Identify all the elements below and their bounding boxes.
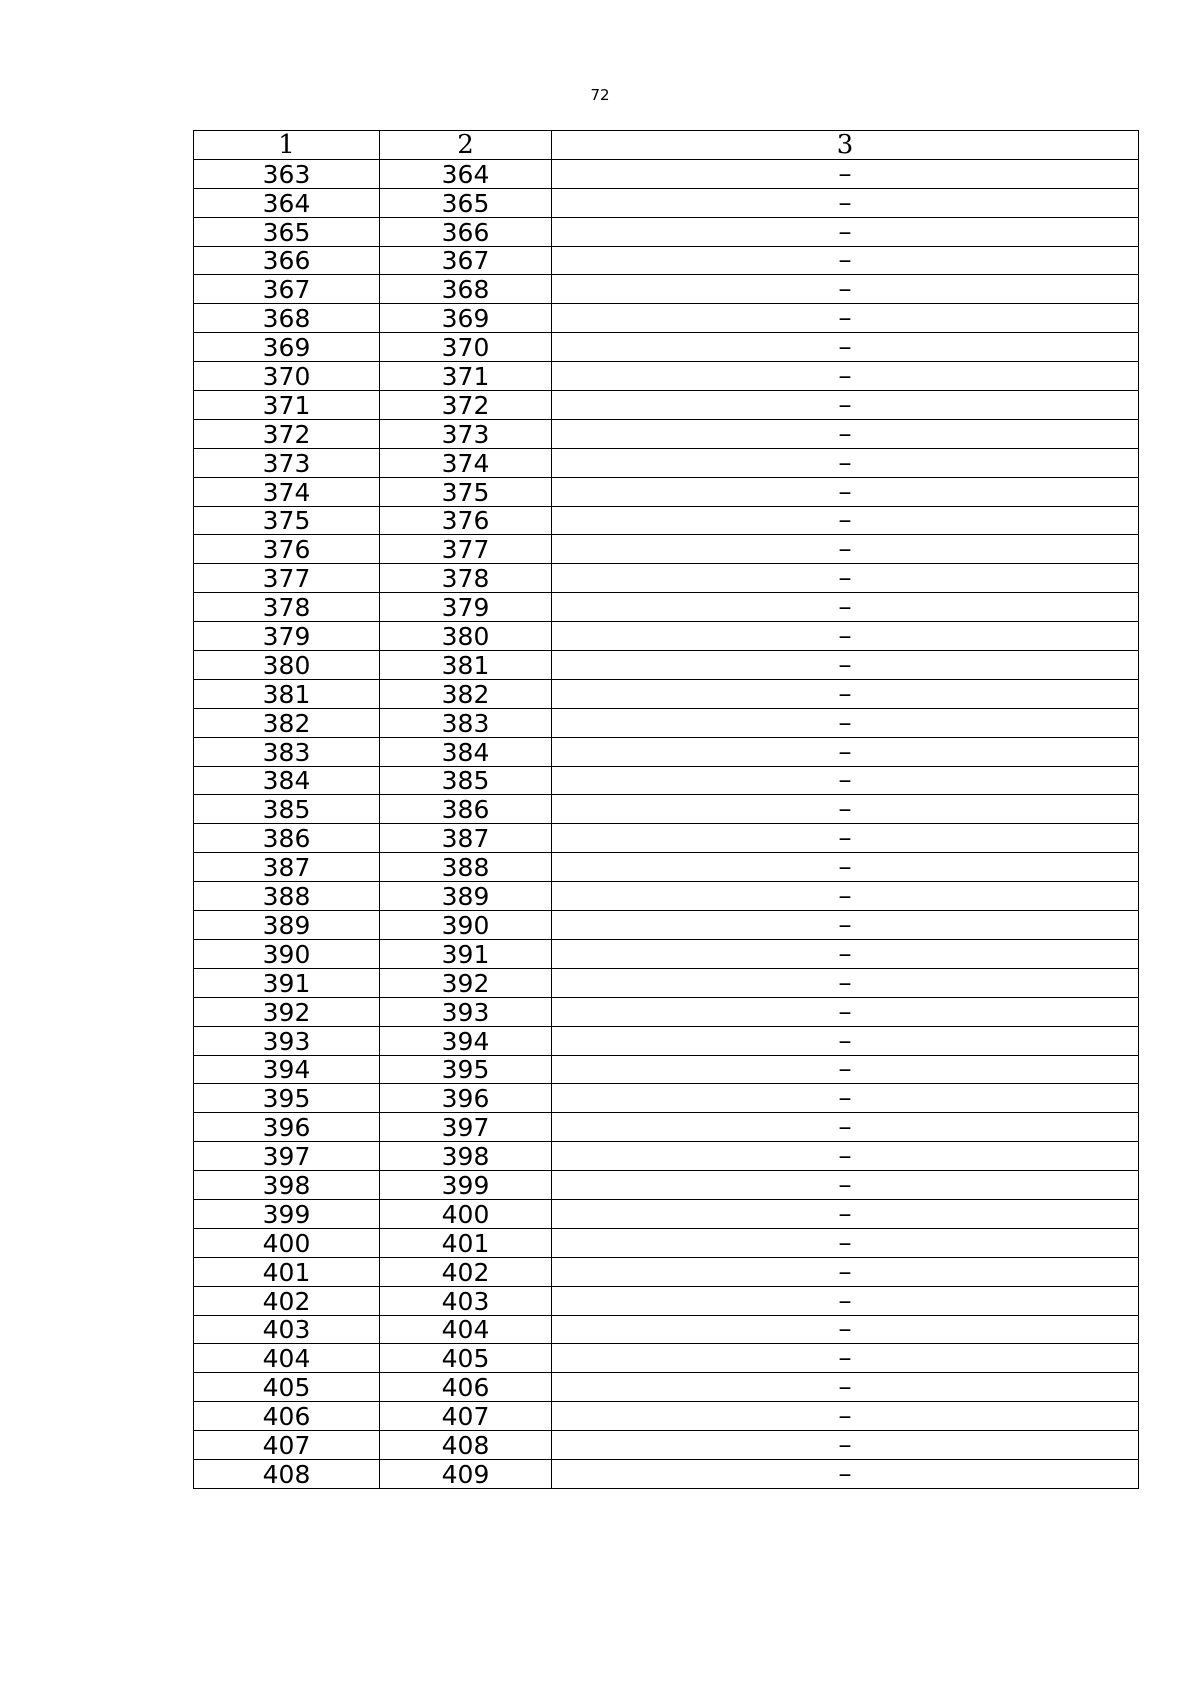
- table-row: [194, 477, 1139, 506]
- table-cell-col-1: 389: [194, 911, 380, 940]
- table-cell-col-1: 377: [194, 564, 380, 593]
- table-cell-col-3: –: [552, 333, 1139, 362]
- table-cell-col-3: –: [552, 1142, 1139, 1171]
- table-cell-col-2: 372: [380, 391, 552, 420]
- table-body: [194, 159, 1139, 1488]
- table-row: [194, 506, 1139, 535]
- table-cell-col-2: 409: [380, 1459, 552, 1488]
- table-cell-col-1: 395: [194, 1084, 380, 1113]
- table-cell-col-1: 372: [194, 419, 380, 448]
- table-cell-col-3: –: [552, 679, 1139, 708]
- table-cell-col-3: –: [552, 1344, 1139, 1373]
- table-cell-col-1: 378: [194, 593, 380, 622]
- table-row: [194, 1055, 1139, 1084]
- table-cell-col-3: –: [552, 824, 1139, 853]
- table-cell-col-1: 373: [194, 448, 380, 477]
- table-cell-col-3: –: [552, 304, 1139, 333]
- table-cell-col-3: –: [552, 448, 1139, 477]
- table-cell-col-1: 390: [194, 939, 380, 968]
- table-cell-col-1: 387: [194, 853, 380, 882]
- table-cell-col-3: –: [552, 1113, 1139, 1142]
- table-cell-col-3: –: [552, 853, 1139, 882]
- table-cell-col-3: –: [552, 1257, 1139, 1286]
- table-cell-col-3: –: [552, 1199, 1139, 1228]
- table-row: [194, 737, 1139, 766]
- table-cell-col-1: 404: [194, 1344, 380, 1373]
- table-cell-col-3: –: [552, 737, 1139, 766]
- table-row: [194, 1344, 1139, 1373]
- table-row: [194, 535, 1139, 564]
- table-cell-col-2: 388: [380, 853, 552, 882]
- table-row: [194, 159, 1139, 188]
- table-cell-col-1: 384: [194, 766, 380, 795]
- table-cell-col-3: –: [552, 651, 1139, 680]
- table-cell-col-1: 381: [194, 679, 380, 708]
- table-row: [194, 246, 1139, 275]
- table-cell-col-2: 377: [380, 535, 552, 564]
- table-cell-col-3: –: [552, 1055, 1139, 1084]
- table-row: [194, 1228, 1139, 1257]
- table-cell-col-1: 371: [194, 391, 380, 420]
- table-cell-col-2: 408: [380, 1431, 552, 1460]
- table-row: [194, 766, 1139, 795]
- table-cell-col-3: –: [552, 1228, 1139, 1257]
- table-cell-col-1: 400: [194, 1228, 380, 1257]
- table-row: [194, 795, 1139, 824]
- table-cell-col-3: –: [552, 1026, 1139, 1055]
- table-row: [194, 1084, 1139, 1113]
- table-cell-col-1: 379: [194, 622, 380, 651]
- table-cell-col-2: 382: [380, 679, 552, 708]
- table-cell-col-1: 363: [194, 159, 380, 188]
- table-row: [194, 217, 1139, 246]
- table-cell-col-3: –: [552, 1171, 1139, 1200]
- header-cell-3: 3: [552, 131, 1139, 160]
- table-cell-col-1: 388: [194, 882, 380, 911]
- table-cell-col-1: 375: [194, 506, 380, 535]
- table-cell-col-1: 376: [194, 535, 380, 564]
- table-row: [194, 679, 1139, 708]
- table-row: [194, 593, 1139, 622]
- table-cell-col-3: –: [552, 708, 1139, 737]
- table-row: [194, 622, 1139, 651]
- table-cell-col-1: 394: [194, 1055, 380, 1084]
- table-cell-col-2: 407: [380, 1402, 552, 1431]
- table-cell-col-3: –: [552, 911, 1139, 940]
- table-cell-col-2: 381: [380, 651, 552, 680]
- table-row: [194, 448, 1139, 477]
- table-cell-col-2: 384: [380, 737, 552, 766]
- table-cell-col-2: 393: [380, 997, 552, 1026]
- table-cell-col-2: 386: [380, 795, 552, 824]
- table-header: [194, 131, 1139, 160]
- table-row: [194, 188, 1139, 217]
- table-cell-col-2: 369: [380, 304, 552, 333]
- table-cell-col-1: 393: [194, 1026, 380, 1055]
- table-row: [194, 1402, 1139, 1431]
- table-cell-col-3: –: [552, 159, 1139, 188]
- table-cell-col-1: 365: [194, 217, 380, 246]
- table-cell-col-2: 392: [380, 968, 552, 997]
- table-cell-col-3: –: [552, 939, 1139, 968]
- table-cell-col-2: 406: [380, 1373, 552, 1402]
- table-cell-col-1: 407: [194, 1431, 380, 1460]
- table-row: [194, 391, 1139, 420]
- table-cell-col-3: –: [552, 1459, 1139, 1488]
- table-cell-col-2: 400: [380, 1199, 552, 1228]
- table-cell-col-1: 383: [194, 737, 380, 766]
- table-cell-col-2: 380: [380, 622, 552, 651]
- table-cell-col-1: 386: [194, 824, 380, 853]
- table-cell-col-2: 365: [380, 188, 552, 217]
- table-cell-col-1: 398: [194, 1171, 380, 1200]
- table-cell-col-1: 368: [194, 304, 380, 333]
- table-cell-col-2: 403: [380, 1286, 552, 1315]
- table-cell-col-3: –: [552, 997, 1139, 1026]
- table-row: [194, 419, 1139, 448]
- table-cell-col-1: 364: [194, 188, 380, 217]
- table-cell-col-1: 369: [194, 333, 380, 362]
- table-cell-col-3: –: [552, 1315, 1139, 1344]
- table-cell-col-2: 399: [380, 1171, 552, 1200]
- table-cell-col-3: –: [552, 882, 1139, 911]
- table-row: [194, 1113, 1139, 1142]
- table-row: [194, 1199, 1139, 1228]
- table-row: [194, 911, 1139, 940]
- header-row: [194, 131, 1139, 160]
- table-row: [194, 997, 1139, 1026]
- table-cell-col-2: 371: [380, 362, 552, 391]
- table-cell-col-1: 382: [194, 708, 380, 737]
- table-cell-col-3: –: [552, 275, 1139, 304]
- table-cell-col-2: 364: [380, 159, 552, 188]
- table-cell-col-3: –: [552, 217, 1139, 246]
- table-row: [194, 882, 1139, 911]
- table-cell-col-2: 368: [380, 275, 552, 304]
- table-cell-col-2: 404: [380, 1315, 552, 1344]
- table-row: [194, 1315, 1139, 1344]
- table-cell-col-2: 366: [380, 217, 552, 246]
- table-cell-col-1: 408: [194, 1459, 380, 1488]
- table-cell-col-3: –: [552, 622, 1139, 651]
- table-row: [194, 1142, 1139, 1171]
- table-cell-col-2: 405: [380, 1344, 552, 1373]
- table-cell-col-3: –: [552, 362, 1139, 391]
- table-cell-col-3: –: [552, 1402, 1139, 1431]
- table-cell-col-3: –: [552, 506, 1139, 535]
- table-cell-col-1: 380: [194, 651, 380, 680]
- table-cell-col-1: 403: [194, 1315, 380, 1344]
- table-row: [194, 651, 1139, 680]
- table-cell-col-3: –: [552, 564, 1139, 593]
- table-cell-col-3: –: [552, 419, 1139, 448]
- table-cell-col-2: 378: [380, 564, 552, 593]
- table-row: [194, 564, 1139, 593]
- table-cell-col-3: –: [552, 968, 1139, 997]
- table-cell-col-2: 390: [380, 911, 552, 940]
- table-cell-col-1: 392: [194, 997, 380, 1026]
- table-cell-col-1: 385: [194, 795, 380, 824]
- table-row: [194, 1431, 1139, 1460]
- table-row: [194, 1373, 1139, 1402]
- table-cell-col-3: –: [552, 795, 1139, 824]
- table-cell-col-1: 402: [194, 1286, 380, 1315]
- table-cell-col-1: 397: [194, 1142, 380, 1171]
- table-cell-col-2: 398: [380, 1142, 552, 1171]
- table-cell-col-1: 401: [194, 1257, 380, 1286]
- table-cell-col-2: 374: [380, 448, 552, 477]
- table-row: [194, 708, 1139, 737]
- table-cell-col-3: –: [552, 1084, 1139, 1113]
- table-row: [194, 968, 1139, 997]
- table-cell-col-1: 370: [194, 362, 380, 391]
- table-cell-col-1: 396: [194, 1113, 380, 1142]
- table-cell-col-3: –: [552, 477, 1139, 506]
- table-cell-col-2: 373: [380, 419, 552, 448]
- table-cell-col-2: 397: [380, 1113, 552, 1142]
- table-cell-col-2: 395: [380, 1055, 552, 1084]
- table-cell-col-3: –: [552, 188, 1139, 217]
- table-row: [194, 333, 1139, 362]
- table-row: [194, 824, 1139, 853]
- table-cell-col-3: –: [552, 391, 1139, 420]
- table-cell-col-3: –: [552, 593, 1139, 622]
- table-row: [194, 275, 1139, 304]
- table-cell-col-2: 402: [380, 1257, 552, 1286]
- table-cell-col-3: –: [552, 1286, 1139, 1315]
- table-cell-col-1: 367: [194, 275, 380, 304]
- table-cell-col-1: 391: [194, 968, 380, 997]
- table-row: [194, 362, 1139, 391]
- table-cell-col-1: 406: [194, 1402, 380, 1431]
- table-cell-col-2: 391: [380, 939, 552, 968]
- header-cell-2: 2: [380, 131, 552, 160]
- table-cell-col-2: 379: [380, 593, 552, 622]
- table-cell-col-2: 376: [380, 506, 552, 535]
- table-row: [194, 1026, 1139, 1055]
- table-cell-col-1: 374: [194, 477, 380, 506]
- table-row: [194, 853, 1139, 882]
- table-row: [194, 1171, 1139, 1200]
- table-row: [194, 304, 1139, 333]
- table-row: [194, 939, 1139, 968]
- table-cell-col-2: 396: [380, 1084, 552, 1113]
- table-cell-col-3: –: [552, 535, 1139, 564]
- table-cell-col-1: 399: [194, 1199, 380, 1228]
- table-cell-col-1: 366: [194, 246, 380, 275]
- table-cell-col-2: 367: [380, 246, 552, 275]
- table-cell-col-3: –: [552, 246, 1139, 275]
- table-cell-col-2: 394: [380, 1026, 552, 1055]
- table-row: [194, 1459, 1139, 1488]
- table-row: [194, 1286, 1139, 1315]
- page-number: 72: [590, 86, 610, 104]
- table-cell-col-2: 401: [380, 1228, 552, 1257]
- table-cell-col-2: 389: [380, 882, 552, 911]
- table-cell-col-2: 387: [380, 824, 552, 853]
- table-cell-col-3: –: [552, 1431, 1139, 1460]
- header-cell-1: 1: [194, 131, 380, 160]
- data-table: [193, 130, 1139, 1489]
- table-cell-col-3: –: [552, 766, 1139, 795]
- table-cell-col-2: 383: [380, 708, 552, 737]
- table-row: [194, 1257, 1139, 1286]
- table-cell-col-2: 375: [380, 477, 552, 506]
- table-cell-col-3: –: [552, 1373, 1139, 1402]
- table-cell-col-2: 385: [380, 766, 552, 795]
- table-cell-col-2: 370: [380, 333, 552, 362]
- table-cell-col-1: 405: [194, 1373, 380, 1402]
